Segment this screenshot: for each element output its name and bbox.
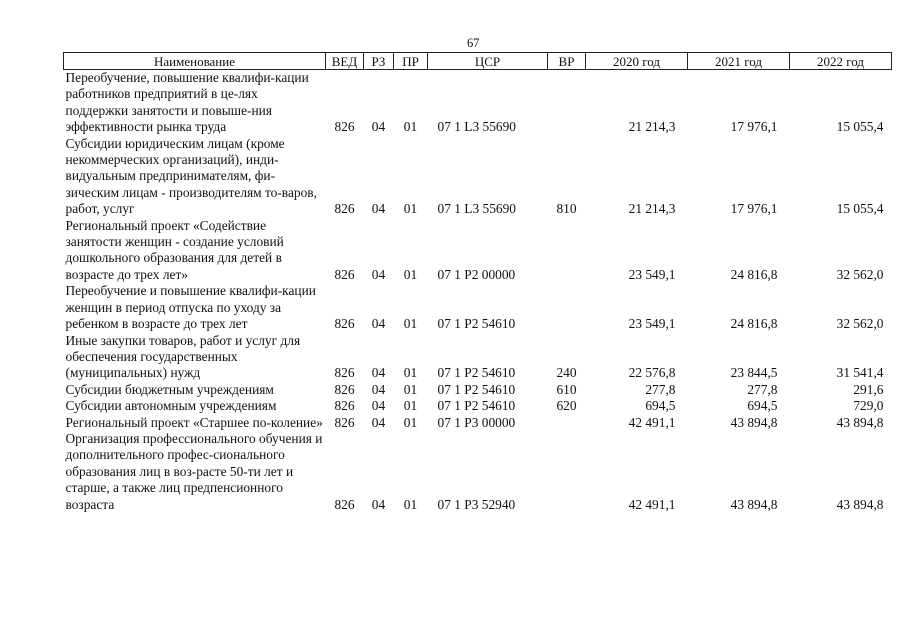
cell-2022: 15 055,4 [836,119,884,135]
table-header-row [64,53,892,70]
cell-rz: 04 [371,381,386,397]
header-ved: ВЕД [326,53,364,70]
header-vr: ВР [548,53,586,70]
header-csr: ЦСР [428,53,548,70]
cell-name: Иные закупки товаров, работ и услуг для обеспечения государственных (муниципальных) нужд [65,332,301,381]
cell-2021: 43 894,8 [730,496,778,512]
cell-csr: 07 1 L3 55690 [437,119,516,135]
cell-pr: 01 [403,398,418,414]
cell-2021: 24 816,8 [730,316,778,332]
cell-2020: 21 214,3 [628,119,676,135]
budget-table [63,52,892,513]
cell-csr: 07 1 L3 55690 [437,201,516,217]
cell-2020: 277,8 [645,381,676,397]
table-row [64,333,892,382]
cell-rz: 04 [371,119,386,135]
cell-ved: 826 [334,398,355,414]
cell-2022: 32 562,0 [836,266,884,282]
cell-2020: 694,5 [645,398,676,414]
table-row [64,398,892,414]
cell-2022: 15 055,4 [836,201,884,217]
table-row [64,283,892,332]
cell-vr [548,431,586,513]
header-pr: ПР [394,53,428,70]
table-body [64,70,892,513]
cell-csr: 07 1 P2 00000 [437,266,516,282]
cell-name: Переобучение и повышение квалифи-кации женщин в период отпуска по уходу за ребенком в возрасте до трех лет [65,283,316,332]
cell-name: Субсидии автономным учреждениям [65,398,277,414]
cell-2020: 42 491,1 [628,496,676,512]
cell-2020: 23 549,1 [628,316,676,332]
table-row [64,70,892,136]
cell-2021: 24 816,8 [730,266,778,282]
cell-rz: 04 [371,365,386,381]
cell-ved: 826 [334,316,355,332]
cell-2020: 21 214,3 [628,201,676,217]
cell-pr: 01 [403,414,418,430]
cell-csr: 07 1 P2 54610 [437,316,516,332]
cell-csr: 07 1 P2 54610 [437,398,516,414]
cell-ved: 826 [334,414,355,430]
cell-2021: 23 844,5 [730,365,778,381]
page-number: 67 [467,36,480,50]
cell-ved: 826 [334,201,355,217]
table-row [64,382,892,398]
cell-pr: 01 [403,316,418,332]
cell-2021: 277,8 [747,381,778,397]
cell-vr: 240 [556,365,577,381]
cell-2022: 291,6 [853,381,884,397]
cell-2021: 17 976,1 [730,201,778,217]
cell-ved: 826 [334,365,355,381]
cell-name: Переобучение, повышение квалифи-кации работников предприятий в це-лях поддержки занятости и повыше-ния эффективности рынка труда [65,70,309,135]
header-2021: 2021 год [688,53,790,70]
cell-rz: 04 [371,398,386,414]
cell-name: Организация профессионального обучения и дополнительного профес-сионального образования лиц в воз-расте 50-ти лет и старше, а также лиц предпенсионного возраста [65,430,323,512]
cell-vr [548,70,586,136]
cell-ved: 826 [334,266,355,282]
header-rz: РЗ [364,53,394,70]
cell-vr [548,283,586,332]
cell-vr [548,218,586,284]
cell-pr: 01 [403,381,418,397]
header-2020: 2020 год [586,53,688,70]
cell-2022: 729,0 [853,398,884,414]
cell-2021: 43 894,8 [730,414,778,430]
cell-ved: 826 [334,119,355,135]
cell-vr: 810 [556,201,577,217]
cell-vr: 620 [556,398,577,414]
cell-pr: 01 [403,201,418,217]
cell-csr: 07 1 P3 52940 [437,496,516,512]
cell-rz: 04 [371,316,386,332]
cell-pr: 01 [403,119,418,135]
cell-vr [548,415,586,431]
table-row [64,431,892,513]
cell-csr: 07 1 P2 54610 [437,365,516,381]
cell-2021: 694,5 [747,398,778,414]
cell-2020: 42 491,1 [628,414,676,430]
cell-pr: 01 [403,496,418,512]
cell-2022: 43 894,8 [836,414,884,430]
cell-name: Региональный проект «Содействие занятости женщин - создание условий дошкольного образования для детей в возрасте до трех лет» [65,217,284,282]
cell-rz: 04 [371,266,386,282]
cell-2022: 32 562,0 [836,316,884,332]
cell-name: Субсидии юридическим лицам (кроме некоммерческих организаций), инди-видуальным предпринимателям, фи-зическим лицам - производителям то-варов, работ, услуг [65,135,317,217]
table-row [64,415,892,431]
header-name: Наименование [64,53,326,70]
cell-csr: 07 1 P3 00000 [437,414,516,430]
table-row [64,218,892,284]
cell-name: Субсидии бюджетным учреждениям [65,381,274,397]
cell-rz: 04 [371,201,386,217]
header-2022: 2022 год [790,53,892,70]
cell-2021: 17 976,1 [730,119,778,135]
cell-rz: 04 [371,414,386,430]
cell-ved: 826 [334,496,355,512]
cell-2020: 22 576,8 [628,365,676,381]
cell-name: Региональный проект «Старшее по-коление» [65,414,323,430]
cell-2020: 23 549,1 [628,266,676,282]
cell-2022: 43 894,8 [836,496,884,512]
table-row [64,136,892,218]
cell-pr: 01 [403,365,418,381]
cell-2022: 31 541,4 [836,365,884,381]
cell-pr: 01 [403,266,418,282]
cell-csr: 07 1 P2 54610 [437,381,516,397]
cell-vr: 610 [556,381,577,397]
cell-ved: 826 [334,381,355,397]
cell-rz: 04 [371,496,386,512]
